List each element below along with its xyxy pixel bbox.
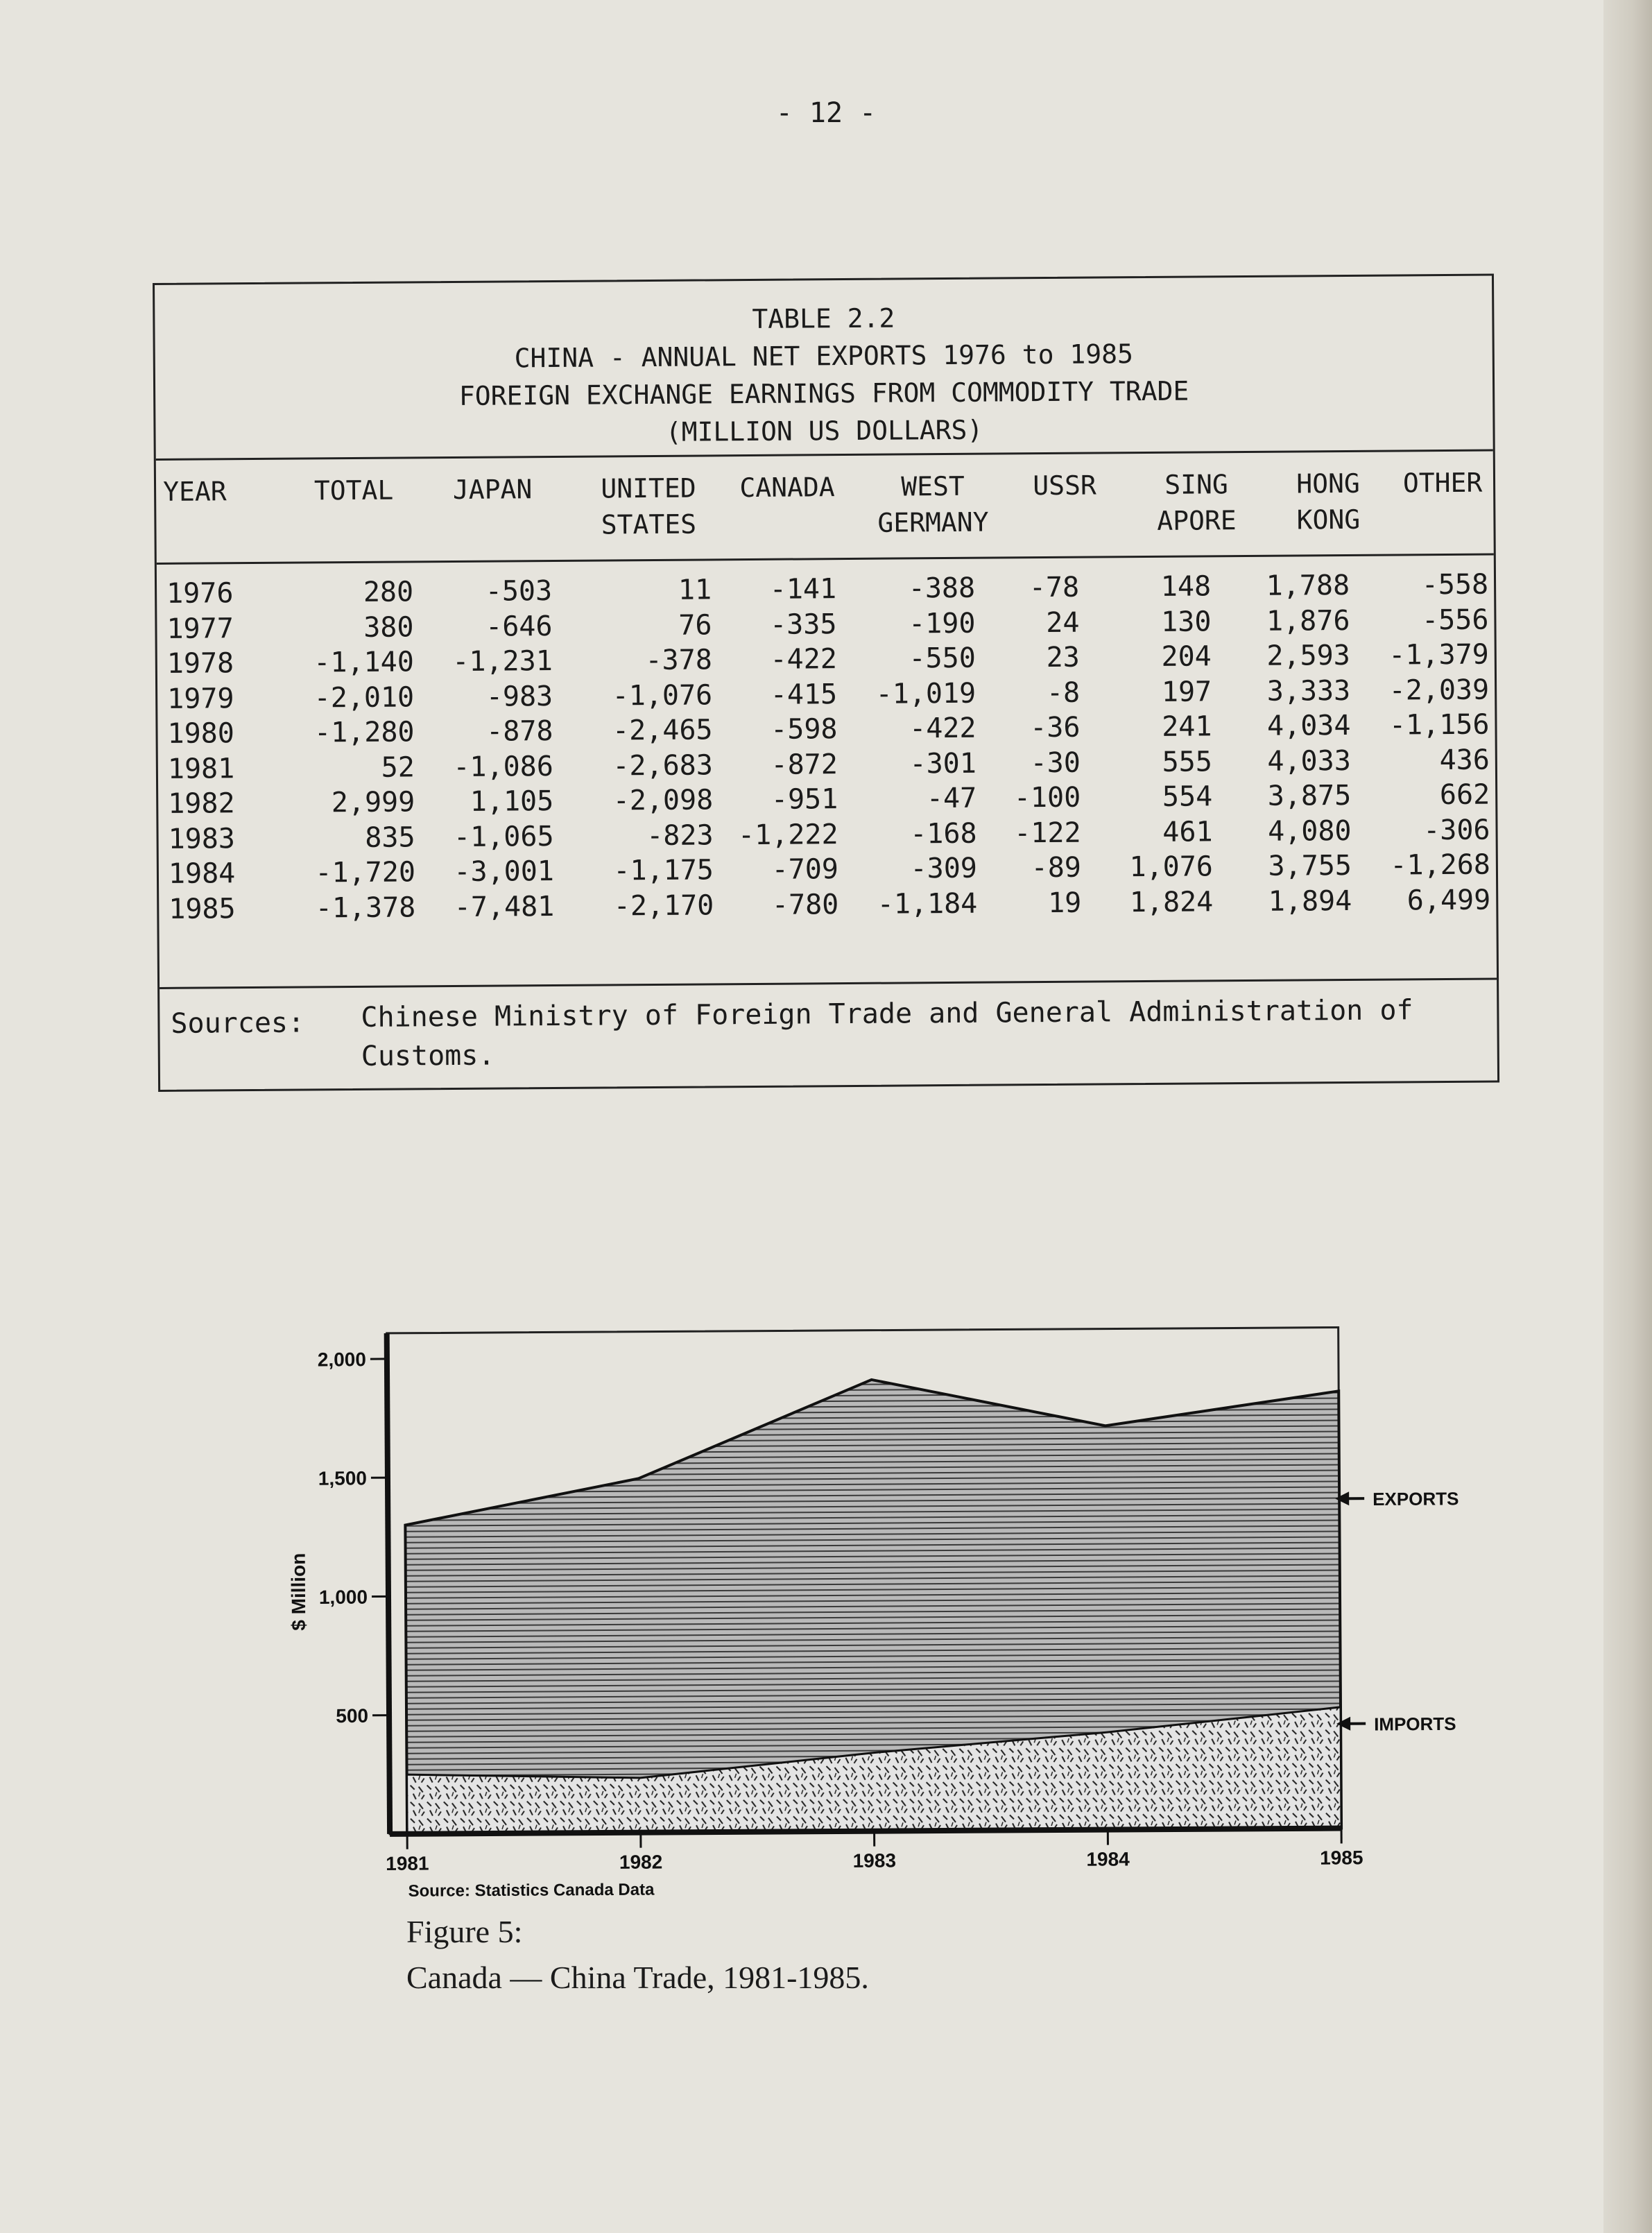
cell-other: -1,268 (1390, 848, 1491, 882)
x-tick-label: 1982 (619, 1851, 663, 1873)
cell-other: 6,499 (1406, 884, 1491, 916)
series-arrow-head (1336, 1717, 1350, 1731)
cell-west-germany: -190 (908, 607, 976, 640)
cell-total: -1,720 (315, 856, 416, 889)
cell-year: 1979 (167, 682, 234, 715)
x-tick-label: 1984 (1086, 1848, 1130, 1870)
sources-label: Sources: (171, 1007, 305, 1040)
page-edge (1603, 0, 1652, 2233)
table-2-2 (153, 273, 1499, 1091)
cell-japan: -878 (486, 715, 553, 748)
cell-total: 380 (363, 610, 414, 644)
cell-hong-kong: 4,080 (1267, 814, 1352, 848)
figure-caption-title: Canada — China Trade, 1981-1985. (406, 1960, 869, 1995)
cell-singapore: 197 (1161, 675, 1212, 708)
cell-japan: 1,105 (470, 785, 554, 818)
cell-hong-kong: 4,034 (1266, 709, 1351, 742)
cell-year: 1985 (169, 892, 236, 925)
cell-west-germany: -301 (909, 747, 977, 780)
cell-west-germany: -388 (908, 572, 976, 605)
cell-singapore: 1,824 (1129, 885, 1214, 918)
cell-year: 1981 (167, 752, 235, 785)
cell-united-states: 76 (678, 608, 712, 642)
cell-hong-kong: 1,788 (1266, 569, 1350, 602)
cell-japan: -1,231 (452, 644, 553, 678)
table-divider (160, 977, 1497, 989)
column-header-canada: CANADA (739, 472, 835, 504)
cell-singapore: 148 (1160, 570, 1212, 603)
y-axis-line (387, 1333, 390, 1834)
cell-ussr: 24 (1046, 606, 1080, 639)
cell-total: -1,140 (313, 646, 414, 679)
figure-caption-label: Figure 5: (406, 1914, 523, 1949)
cell-united-states: -378 (645, 644, 712, 677)
table-title-line: CHINA - ANNUAL NET EXPORTS 1976 to 1985 (514, 339, 1134, 374)
cell-japan: -983 (485, 680, 553, 713)
cell-year: 1976 (166, 577, 234, 610)
cell-hong-kong: 3,333 (1266, 674, 1351, 708)
cell-other: -556 (1421, 604, 1489, 636)
cell-singapore: 554 (1162, 780, 1213, 813)
cell-hong-kong: 4,033 (1267, 744, 1352, 778)
cell-west-germany: -1,184 (877, 887, 978, 921)
table-divider (157, 554, 1494, 565)
cell-west-germany: -168 (910, 817, 977, 850)
cell-singapore: 204 (1161, 640, 1212, 673)
page-number: - 12 - (775, 97, 877, 129)
cell-canada: -335 (769, 608, 837, 641)
cell-year: 1983 (168, 822, 236, 855)
cell-total: 280 (363, 576, 414, 608)
cell-hong-kong: 2,593 (1266, 639, 1350, 672)
y-tick-label: 2,000 (317, 1349, 367, 1371)
cell-singapore: 241 (1162, 710, 1212, 743)
y-tick-label: 500 (336, 1704, 369, 1727)
series-label-exports: EXPORTS (1373, 1488, 1459, 1510)
column-header-total: TOTAL (313, 474, 394, 506)
cell-canada: -141 (769, 573, 837, 606)
plot-frame (387, 1328, 1341, 1834)
cell-canada: -422 (770, 643, 837, 676)
cell-hong-kong: 1,876 (1266, 604, 1350, 638)
cell-other: -1,379 (1388, 638, 1489, 671)
sources-text: Chinese Ministry of Foreign Trade and General Administration of Customs. (361, 994, 1413, 1072)
cell-ussr: -8 (1046, 676, 1081, 709)
x-tick-label: 1985 (1320, 1847, 1363, 1869)
cell-other: 436 (1439, 744, 1490, 776)
cell-canada: -415 (770, 678, 838, 711)
cell-ussr: -30 (1030, 746, 1081, 779)
cell-united-states: -2,683 (612, 748, 714, 782)
cell-japan: -1,065 (453, 820, 554, 853)
cell-west-germany: -1,019 (875, 677, 976, 710)
series-label-imports: IMPORTS (1374, 1713, 1456, 1735)
cell-united-states: 11 (678, 574, 712, 606)
cell-total: 2,999 (331, 786, 415, 819)
cell-ussr: -78 (1029, 571, 1080, 604)
cell-total: -2,010 (313, 681, 415, 714)
cell-hong-kong: 3,875 (1267, 779, 1352, 812)
cell-year: 1978 (166, 647, 234, 680)
cell-other: -558 (1421, 568, 1489, 601)
y-axis-label: $ Million (287, 1552, 310, 1631)
cell-other: -306 (1423, 814, 1490, 846)
cell-singapore: 1,076 (1129, 850, 1214, 884)
cell-canada: -951 (771, 783, 838, 816)
cell-ussr: -100 (1013, 781, 1081, 814)
column-header-japan: JAPAN (452, 474, 533, 505)
cell-united-states: -823 (646, 819, 714, 852)
column-header-year: YEAR (162, 476, 227, 507)
cell-hong-kong: 3,755 (1268, 849, 1352, 882)
column-header-singapore: SING APORE (1157, 469, 1237, 536)
cell-japan: -7,481 (454, 890, 555, 923)
table-title (155, 296, 1492, 454)
cell-other: -1,156 (1388, 708, 1490, 742)
x-tick-label: 1983 (852, 1849, 897, 1872)
cell-singapore: 461 (1162, 815, 1213, 848)
cell-canada: -872 (771, 748, 838, 781)
cell-west-germany: -422 (909, 712, 976, 745)
cell-year: 1984 (168, 857, 236, 890)
cell-united-states: -2,098 (612, 784, 714, 817)
table-title-line: TABLE 2.2 (752, 302, 895, 334)
cell-total: 52 (381, 751, 415, 784)
column-header-hong-kong: HONG KONG (1296, 468, 1361, 536)
cell-japan: -1,086 (453, 750, 554, 783)
cell-year: 1980 (167, 717, 235, 750)
cell-united-states: -2,170 (613, 889, 714, 922)
column-header-other: OTHER (1402, 467, 1483, 499)
cell-total: -1,378 (315, 891, 416, 924)
cell-singapore: 130 (1161, 605, 1212, 638)
cell-hong-kong: 1,894 (1268, 884, 1352, 918)
table-title-line: FOREIGN EXCHANGE EARNINGS FROM COMMODITY TRADE (458, 375, 1189, 411)
table-title-line: (MILLION US DOLLARS) (665, 414, 983, 447)
chart-source-note: Source: Statistics Canada Data (408, 1880, 655, 1901)
y-tick-label: 1,500 (318, 1467, 368, 1489)
column-header-west-germany: WEST GERMANY (877, 470, 989, 538)
column-header-ussr: USSR (1033, 470, 1096, 502)
cell-united-states: -1,076 (612, 678, 713, 712)
cell-west-germany: -309 (910, 852, 978, 885)
x-axis-line (390, 1829, 1341, 1834)
cell-other: 662 (1439, 778, 1490, 812)
cell-west-germany: -47 (926, 782, 977, 815)
column-header-united-states: UNITED STATES (601, 472, 697, 540)
series-arrow-head (1335, 1491, 1349, 1505)
y-tick-label: 1,000 (318, 1586, 368, 1609)
cell-ussr: -122 (1014, 816, 1081, 849)
cell-other: -2,039 (1388, 674, 1490, 707)
exports-area (404, 1377, 1341, 1834)
cell-ussr: 23 (1046, 641, 1080, 674)
cell-japan: -503 (485, 574, 553, 608)
cell-total: -1,280 (313, 716, 415, 749)
cell-canada: -598 (771, 713, 838, 746)
cell-canada: -780 (771, 888, 839, 921)
cell-year: 1982 (168, 787, 235, 820)
x-tick-label: 1981 (386, 1852, 429, 1874)
cell-canada: -709 (771, 853, 839, 886)
imports-area (406, 1707, 1341, 1834)
cell-total: 835 (365, 821, 415, 854)
cell-ussr: -89 (1031, 851, 1082, 884)
cell-ussr: -36 (1030, 711, 1081, 744)
cell-year: 1977 (166, 612, 234, 645)
cell-united-states: -2,465 (612, 714, 713, 747)
cell-japan: -646 (485, 610, 553, 643)
cell-singapore: 555 (1162, 745, 1213, 778)
cell-united-states: -1,175 (613, 854, 714, 887)
cell-ussr: 19 (1047, 887, 1082, 919)
cell-west-germany: -550 (909, 642, 976, 675)
figure-caption (406, 1909, 869, 2001)
cell-canada: -1,222 (737, 818, 838, 851)
cell-japan: -3,001 (454, 855, 555, 888)
